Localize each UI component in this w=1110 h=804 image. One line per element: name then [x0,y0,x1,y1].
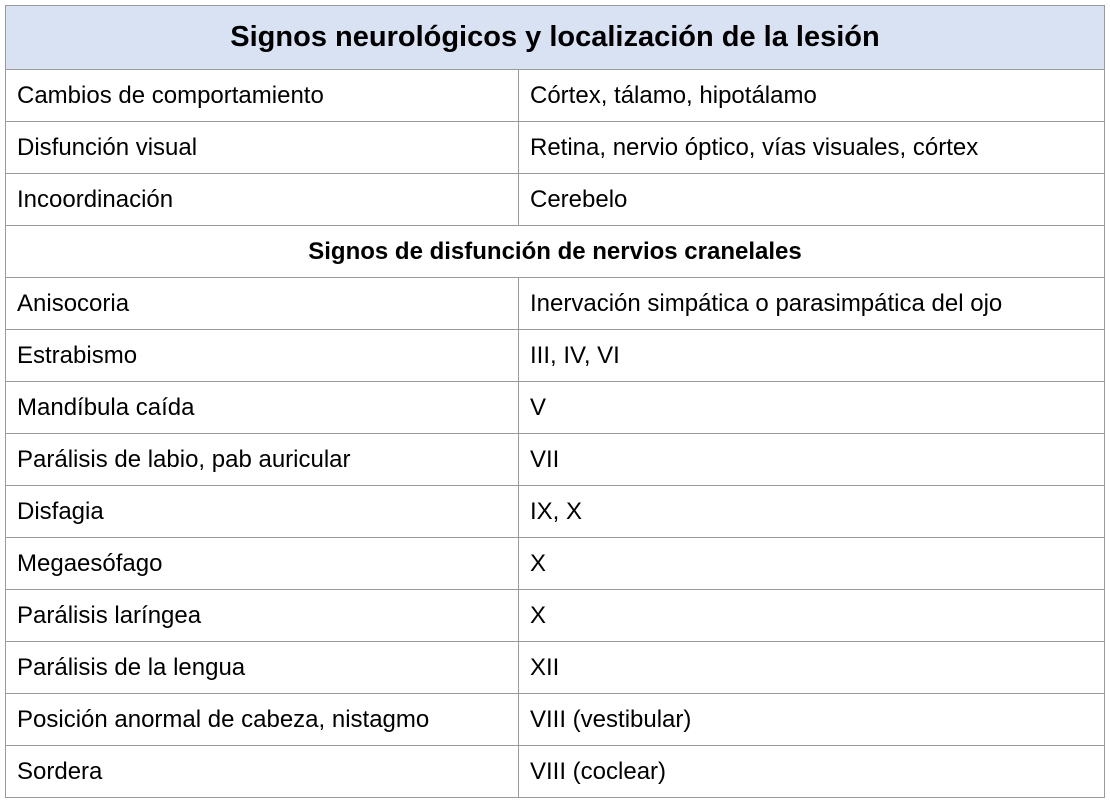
sign-cell: Cambios de comportamiento [6,70,519,122]
sign-cell: Anisocoria [6,278,519,330]
sign-cell: Parálisis de la lengua [6,642,519,694]
table-row [6,642,1105,694]
location-cell: VIII (vestibular) [519,694,1105,746]
section-title: Signos de disfunción de nervios cranelales [6,226,1105,278]
sign-cell: Sordera [6,746,519,798]
table-row [6,330,1105,382]
sign-cell: Incoordinación [6,174,519,226]
location-cell: VII [519,434,1105,486]
sign-cell: Mandíbula caída [6,382,519,434]
table-body [6,6,1105,798]
table-row [6,486,1105,538]
table-row [6,538,1105,590]
sign-cell: Disfunción visual [6,122,519,174]
location-cell: XII [519,642,1105,694]
table-row [6,174,1105,226]
location-cell: Córtex, tálamo, hipotálamo [519,70,1105,122]
location-cell: Inervación simpática o parasimpática del ojo [519,278,1105,330]
location-cell: VIII (coclear) [519,746,1105,798]
table-row [6,70,1105,122]
location-cell: X [519,538,1105,590]
location-cell: Retina, nervio óptico, vías visuales, córtex [519,122,1105,174]
table-row [6,694,1105,746]
location-cell: III, IV, VI [519,330,1105,382]
table-row [6,746,1105,798]
neuro-signs-table [5,5,1105,798]
sign-cell: Parálisis laríngea [6,590,519,642]
title-row [6,6,1105,70]
table-row [6,278,1105,330]
location-cell: IX, X [519,486,1105,538]
location-cell: Cerebelo [519,174,1105,226]
table-row [6,382,1105,434]
section-row [6,226,1105,278]
sign-cell: Estrabismo [6,330,519,382]
table-row [6,590,1105,642]
location-cell: V [519,382,1105,434]
location-cell: X [519,590,1105,642]
sign-cell: Megaesófago [6,538,519,590]
sign-cell: Disfagia [6,486,519,538]
table-row [6,122,1105,174]
table-row [6,434,1105,486]
sign-cell: Parálisis de labio, pab auricular [6,434,519,486]
neuro-signs-table-container [5,5,1104,798]
sign-cell: Posición anormal de cabeza, nistagmo [6,694,519,746]
table-title: Signos neurológicos y localización de la lesión [6,6,1105,70]
